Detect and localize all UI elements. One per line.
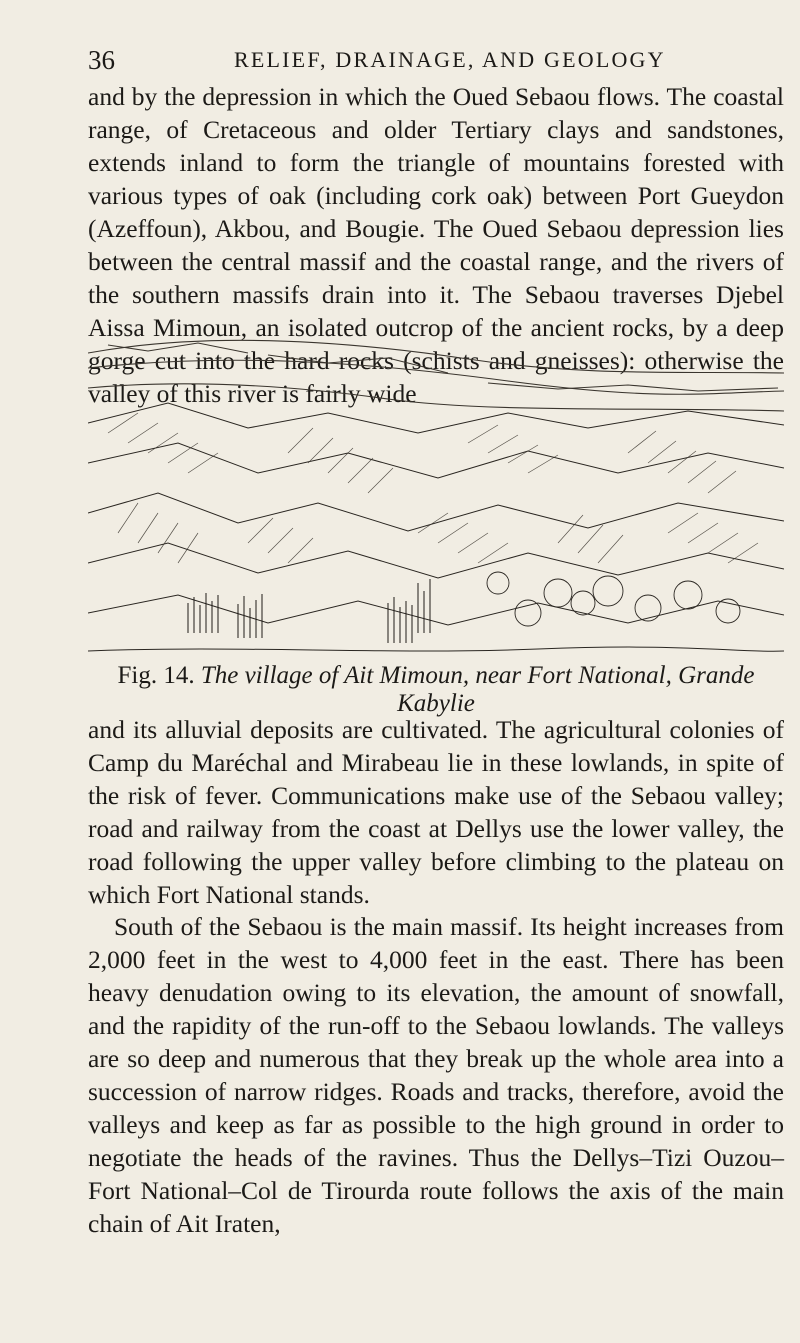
running-head xyxy=(88,45,770,75)
paragraph-3: South of the Sebaou is the main massif. Its height increases from 2,000 feet in the west to 4,000 feet in the east. There has been heavy denudation owing to its elevation, the amount of snowfall, and the rapidity of the run-off to the Sebaou lowlands. The valleys are so deep and numerous that they break up the whole area into a succession of narrow ridges. Roads and tracks, therefore, avoid the valleys and keep as far as possible to the high ground in order to negotiate the heads of the ravines. Thus the Dellys–Tizi Ouzou–Fort National–Col de Tirourda route follows the axis of the main chain of Ait Iraten, xyxy=(88,912,784,1238)
figure-illustration xyxy=(88,333,784,663)
figure-caption-text: The village of Ait Mimoun, near Fort National, Grande Kabylie xyxy=(200,662,755,717)
figure-label: Fig. 14. xyxy=(117,662,201,689)
paragraph-1: and by the depression in which the Oued Sebaou flows. The coastal range, of Cretaceous and older Tertiary clays and sandstones, extends inland to form the triangle of mountains forested with various types of oak (including cork oak) between Port Gueydon (Azeffoun), Akbou, and Bougie. The Oued Sebaou depression lies between the central massif and the coastal range, and the rivers of the southern massifs drain into it. The Sebaou traverses Djebel Aissa Mimoun, an isolated outcrop of the ancient rocks, by a deep gorge cut into the hard rocks (schists and gneisses): otherwise the valley of this river is fairly wide xyxy=(88,82,784,408)
page-number: 36 xyxy=(88,45,115,75)
figure-caption xyxy=(88,662,784,718)
paragraph-2: and its alluvial deposits are cultivated. The agricultural colonies of Camp du Maréchal and Mirabeau lie in these lowlands, in spite of the risk of fever. Communications make use of the Sebaou valley; road and railway from the coast at Dellys use the lower valley, the road following the upper valley before climbing to the plateau on which Fort National stands. xyxy=(88,715,784,909)
village-sketch xyxy=(88,333,784,663)
running-title: RELIEF, DRAINAGE, AND GEOLOGY xyxy=(234,47,666,72)
